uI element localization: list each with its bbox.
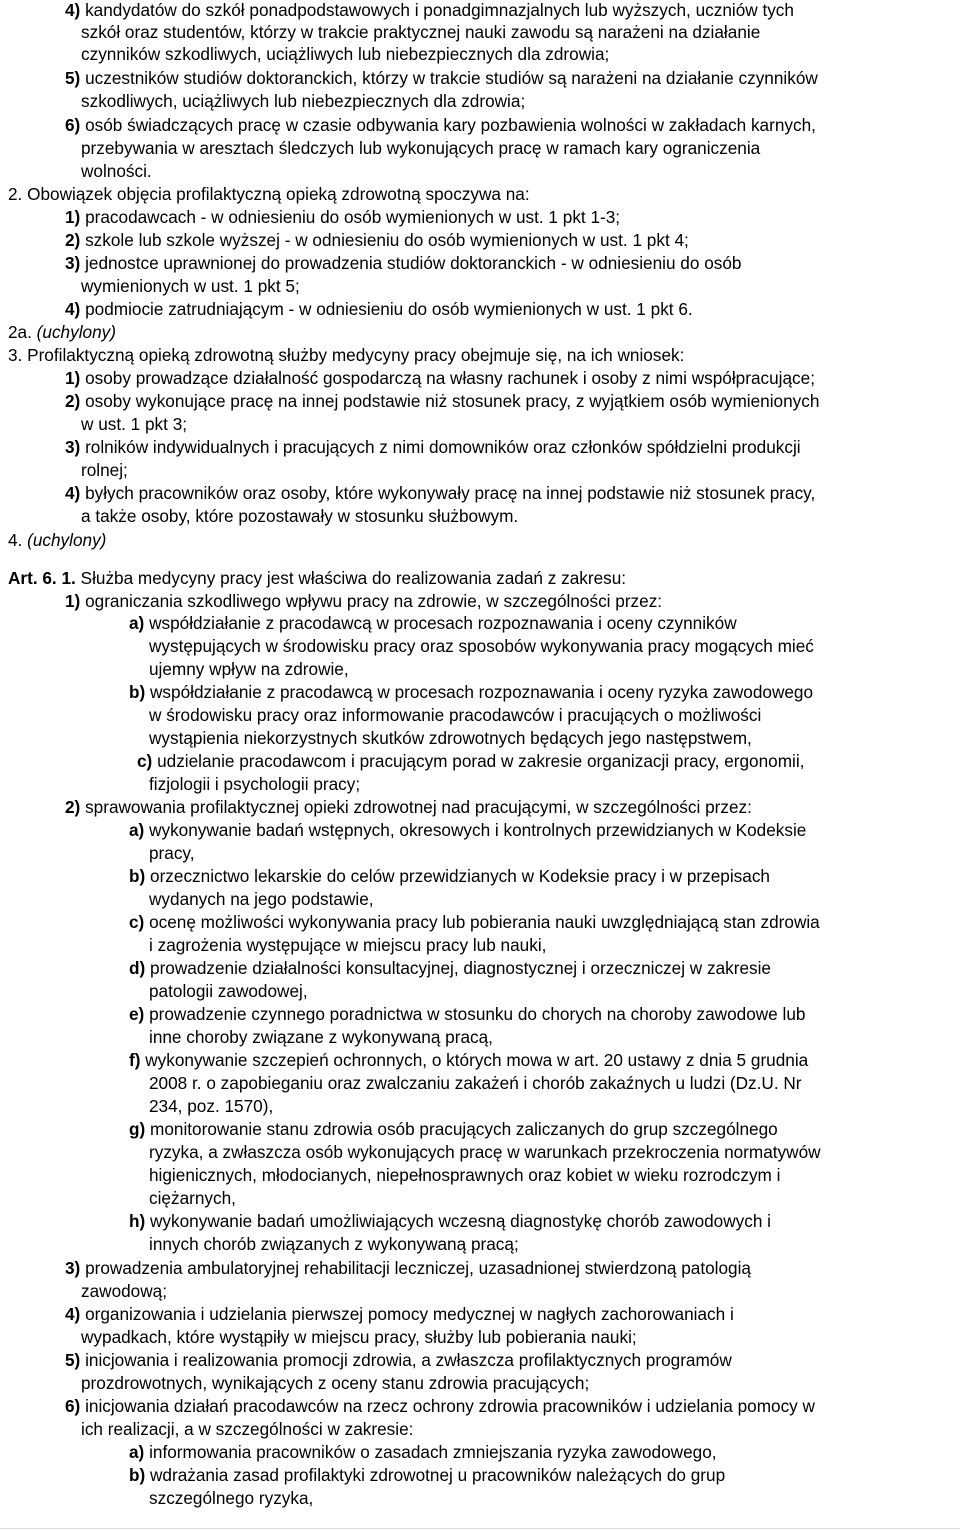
item-number: 4) <box>65 1304 81 1324</box>
line-text: organizowania i udzielania pierwszej pomocy medycznej w nagłych zachorowaniach i <box>80 1304 734 1324</box>
line-text: pracodawcach - w odniesieniu do osób wymienionych w ust. 1 pkt 1-3; <box>80 207 621 227</box>
line-text: wypadkach, które wystąpiły w miejscu pracy, służby lub pobierania nauki; <box>81 1327 637 1347</box>
item-number: 3) <box>65 253 81 273</box>
line-text: osób świadczących pracę w czasie odbywania kary pozbawienia wolności w zakładach karnych, <box>80 115 816 135</box>
line-text: prowadzenie działalności konsultacyjnej, diagnostycznej i orzeczniczej w zakresie <box>145 958 771 978</box>
item-number: Art. 6. 1. <box>8 568 76 588</box>
line-text: ocenę możliwości wykonywania pracy lub pobierania nauki uwzględniającą stan zdrowia <box>144 912 820 932</box>
document-line <box>81 413 187 436</box>
document-line <box>81 1372 589 1395</box>
document-line <box>8 529 106 552</box>
document-line <box>149 704 761 727</box>
item-number: 2. <box>8 184 23 204</box>
line-text: podmiocie zatrudniającym - w odniesieniu do osób wymienionych w ust. 1 pkt 6. <box>80 299 693 319</box>
document-line <box>65 796 752 819</box>
line-text: Obowiązek objęcia profilaktyczną opieką zdrowotną spoczywa na: <box>22 184 530 204</box>
document-line <box>149 773 360 796</box>
document-line <box>65 206 620 229</box>
document-line <box>149 1187 236 1210</box>
item-number: 2) <box>65 797 81 817</box>
document-line <box>129 1003 805 1026</box>
line-text: wydanych na jego podstawie, <box>149 889 374 909</box>
line-text: szczególnego ryzyka, <box>149 1488 314 1508</box>
item-number: f) <box>129 1050 141 1070</box>
document-line <box>65 436 801 459</box>
line-text: prowadzenie czynnego poradnictwa w stosunku do chorych na choroby zawodowe lub <box>144 1004 806 1024</box>
item-number: 1) <box>65 591 81 611</box>
line-text: ich realizacji, a w szczególności w zakresie: <box>81 1419 414 1439</box>
document-line <box>129 1118 778 1141</box>
document-line <box>129 1210 771 1233</box>
document-line <box>81 1326 637 1349</box>
line-text: rolnej; <box>81 460 128 480</box>
document-line <box>8 183 530 206</box>
item-number: c) <box>129 912 145 932</box>
document-line <box>65 252 741 275</box>
document-line <box>81 1418 413 1441</box>
document-line <box>65 390 819 413</box>
item-number: 2) <box>65 230 81 250</box>
line-text: rolników indywidualnych i pracujących z nimi domowników oraz członków spółdzielni produkcji <box>80 437 801 457</box>
document-line <box>149 888 374 911</box>
line-text: 2008 r. o zapobieganiu oraz zwalczaniu zakażeń i chorób zakaźnych u ludzi (Dz.U. Nr <box>149 1073 802 1093</box>
line-text: monitorowanie stanu zdrowia osób pracujących zaliczanych do grup szczególnego <box>145 1119 778 1139</box>
document-line <box>149 980 308 1003</box>
document-line <box>65 367 815 390</box>
item-number: 4) <box>65 299 81 319</box>
line-text: w środowisku pracy oraz informowanie pracodawców i pracujących o możliwości <box>149 705 762 725</box>
document-line <box>81 90 525 113</box>
line-text: w ust. 1 pkt 3; <box>81 414 188 434</box>
document-line <box>65 1349 732 1372</box>
item-number: 5) <box>65 1350 81 1370</box>
document-line <box>8 321 116 344</box>
item-number: a) <box>129 1442 145 1462</box>
document-line <box>65 298 693 321</box>
line-text: sprawowania profilaktycznej opieki zdrowotnej nad pracującymi, w szczególności przez: <box>80 797 752 817</box>
item-number: g) <box>129 1119 146 1139</box>
document-line <box>129 1464 725 1487</box>
document-line <box>65 482 815 505</box>
line-text: inne choroby związane z wykonywaną pracą, <box>149 1027 493 1047</box>
line-text: przebywania w aresztach śledczych lub wykonujących pracę w ramach kary ograniczenia <box>81 138 761 158</box>
document-line <box>149 1026 493 1049</box>
item-number: 4) <box>65 0 81 20</box>
line-text: wystąpienia niekorzystnych skutków zdrowotnych będących jego następstwem, <box>149 728 752 748</box>
item-number: b) <box>129 1465 146 1485</box>
document-line <box>149 1487 313 1510</box>
document-line <box>149 1072 802 1095</box>
document-line <box>129 911 820 934</box>
line-text: pracy, <box>149 843 195 863</box>
line-text: prowadzenia ambulatoryjnej rehabilitacji leczniczej, uzasadnionej stwierdzoną patologią <box>80 1258 751 1278</box>
line-text: Profilaktyczną opieką zdrowotną służby medycyny pracy obejmuje się, na ich wniosek: <box>22 345 685 365</box>
document-line <box>129 957 771 980</box>
document-line <box>65 67 818 90</box>
line-text: wymienionych w ust. 1 pkt 5; <box>81 276 300 296</box>
document-line <box>149 658 349 681</box>
item-number: 3) <box>65 437 81 457</box>
line-text: Służba medycyny pracy jest właściwa do realizowania zadań z zakresu: <box>75 568 627 588</box>
line-text: ryzyka, a zwłaszcza osób wykonujących pracę w warunkach przekroczenia normatywów <box>149 1142 821 1162</box>
line-text: osoby wykonujące pracę na innej podstawie niż stosunek pracy, z wyjątkiem osób wymienionych <box>80 391 820 411</box>
document-line <box>149 1233 519 1256</box>
item-number: d) <box>129 958 146 978</box>
document-line <box>149 1141 821 1164</box>
line-text: czynników szkodliwych, uciążliwych lub niebezpiecznych dla zdrowia; <box>81 44 610 64</box>
line-text: informowania pracowników o zasadach zmniejszania ryzyka zawodowego, <box>144 1442 717 1462</box>
line-text: jednostce uprawnionej do prowadzenia studiów doktoranckich - w odniesieniu do osób <box>80 253 742 273</box>
item-number: 3) <box>65 1258 81 1278</box>
document-line <box>81 275 300 298</box>
line-text: (uchylony) <box>31 322 116 342</box>
line-text: innych chorób związanych z wykonywaną pracą; <box>149 1234 519 1254</box>
document-line <box>65 1303 734 1326</box>
line-text: wolności. <box>81 161 152 181</box>
document-line <box>65 1395 815 1418</box>
item-number: c) <box>137 751 153 771</box>
line-text: osoby prowadzące działalność gospodarczą na własny rachunek i osoby z nimi współpracujące; <box>80 368 815 388</box>
line-text: orzecznictwo lekarskie do celów przewidzianych w Kodeksie pracy i w przepisach <box>145 866 770 886</box>
item-number: 2) <box>65 391 81 411</box>
line-text: inicjowania działań pracodawców na rzecz ochrony zdrowia pracowników i udzielania pomocy w <box>80 1396 815 1416</box>
line-text: a także osoby, które pozostawały w stosunku służbowym. <box>81 506 519 526</box>
document-line <box>81 43 609 66</box>
line-text: wdrażania zasad profilaktyki zdrowotnej u pracowników należących do grup <box>145 1465 726 1485</box>
document-line <box>81 1280 167 1303</box>
line-text: zawodową; <box>81 1281 167 1301</box>
line-text: szkole lub szkole wyższej - w odniesieniu do osób wymienionych w ust. 1 pkt 4; <box>80 230 689 250</box>
item-number: h) <box>129 1211 146 1231</box>
line-text: 234, poz. 1570), <box>149 1096 274 1116</box>
document-line <box>149 635 814 658</box>
line-text: wykonywanie badań wstępnych, okresowych i kontrolnych przewidzianych w Kodeksie <box>144 820 807 840</box>
document-line <box>149 934 546 957</box>
line-text: szkół oraz studentów, którzy w trakcie praktycznej nauki zawodu są narażeni na działanie <box>81 22 761 42</box>
page-bottom-rule <box>0 1528 960 1529</box>
item-number: 3. <box>8 345 23 365</box>
document-line <box>129 1049 808 1072</box>
document-line <box>81 505 518 528</box>
document-line <box>149 1095 273 1118</box>
document-line <box>149 1164 780 1187</box>
document-line <box>65 0 794 22</box>
document-line <box>65 114 816 137</box>
document-line <box>8 344 684 367</box>
item-number: 6) <box>65 115 81 135</box>
item-number: 6) <box>65 1396 81 1416</box>
line-text: współdziałanie z pracodawcą w procesach rozpoznawania i oceny ryzyka zawodowego <box>145 682 814 702</box>
document-line <box>81 160 152 183</box>
document-line <box>129 819 806 842</box>
line-text: byłych pracowników oraz osoby, które wykonywały pracę na innej podstawie niż stosunek pracy, <box>80 483 816 503</box>
document-line <box>65 229 689 252</box>
document-line <box>129 681 813 704</box>
line-text: wykonywanie szczepień ochronnych, o których mowa w art. 20 ustawy z dnia 5 grudnia <box>140 1050 809 1070</box>
item-number: 4) <box>65 483 81 503</box>
line-text: ograniczania szkodliwego wpływu pracy na zdrowie, w szczególności przez: <box>80 591 663 611</box>
item-number: a) <box>129 613 145 633</box>
item-number: e) <box>129 1004 145 1024</box>
line-text: patologii zawodowej, <box>149 981 308 1001</box>
item-number: b) <box>129 866 146 886</box>
line-text: ciężarnych, <box>149 1188 236 1208</box>
line-text: udzielanie pracodawcom i pracującym porad w zakresie organizacji pracy, ergonomii, <box>152 751 805 771</box>
item-number: 1) <box>65 368 81 388</box>
line-text: występujących w środowisku pracy oraz sposobów wykonywania pracy mogących mieć <box>149 636 814 656</box>
item-number: 5) <box>65 68 81 88</box>
document-line <box>81 137 760 160</box>
item-number: 1) <box>65 207 81 227</box>
line-text: wykonywanie badań umożliwiających wczesną diagnostykę chorób zawodowych i <box>145 1211 771 1231</box>
item-number: a) <box>129 820 145 840</box>
line-text: współdziałanie z pracodawcą w procesach rozpoznawania i oceny czynników <box>144 613 737 633</box>
document-line <box>8 567 626 590</box>
document-line <box>149 842 195 865</box>
document-line <box>129 865 770 888</box>
document-line <box>129 1441 717 1464</box>
line-text: fizjologii i psychologii pracy; <box>149 774 361 794</box>
document-line <box>65 590 662 613</box>
item-number: 2a. <box>8 322 32 342</box>
document-line <box>81 459 128 482</box>
line-text: (uchylony) <box>22 530 107 550</box>
document-line <box>81 21 760 44</box>
line-text: prozdrowotnych, wynikających z oceny stanu zdrowia pracujących; <box>81 1373 590 1393</box>
document-line <box>129 612 737 635</box>
item-number: b) <box>129 682 146 702</box>
line-text: uczestników studiów doktoranckich, którzy w trakcie studiów są narażeni na działanie czynników <box>80 68 818 88</box>
document-line <box>149 727 752 750</box>
line-text: higienicznych, młodocianych, niepełnosprawnych oraz kobiet w wieku rozrodczym i <box>149 1165 781 1185</box>
document-line <box>137 750 804 773</box>
line-text: szkodliwych, uciążliwych lub niebezpiecznych dla zdrowia; <box>81 91 526 111</box>
line-text: kandydatów do szkół ponadpodstawowych i ponadgimnazjalnych lub wyższych, uczniów tych <box>80 0 794 20</box>
line-text: inicjowania i realizowania promocji zdrowia, a zwłaszcza profilaktycznych programów <box>80 1350 732 1370</box>
item-number: 4. <box>8 530 23 550</box>
document-line <box>65 1257 751 1280</box>
line-text: ujemny wpływ na zdrowie, <box>149 659 349 679</box>
line-text: i zagrożenia występujące w miejscu pracy lub nauki, <box>149 935 547 955</box>
